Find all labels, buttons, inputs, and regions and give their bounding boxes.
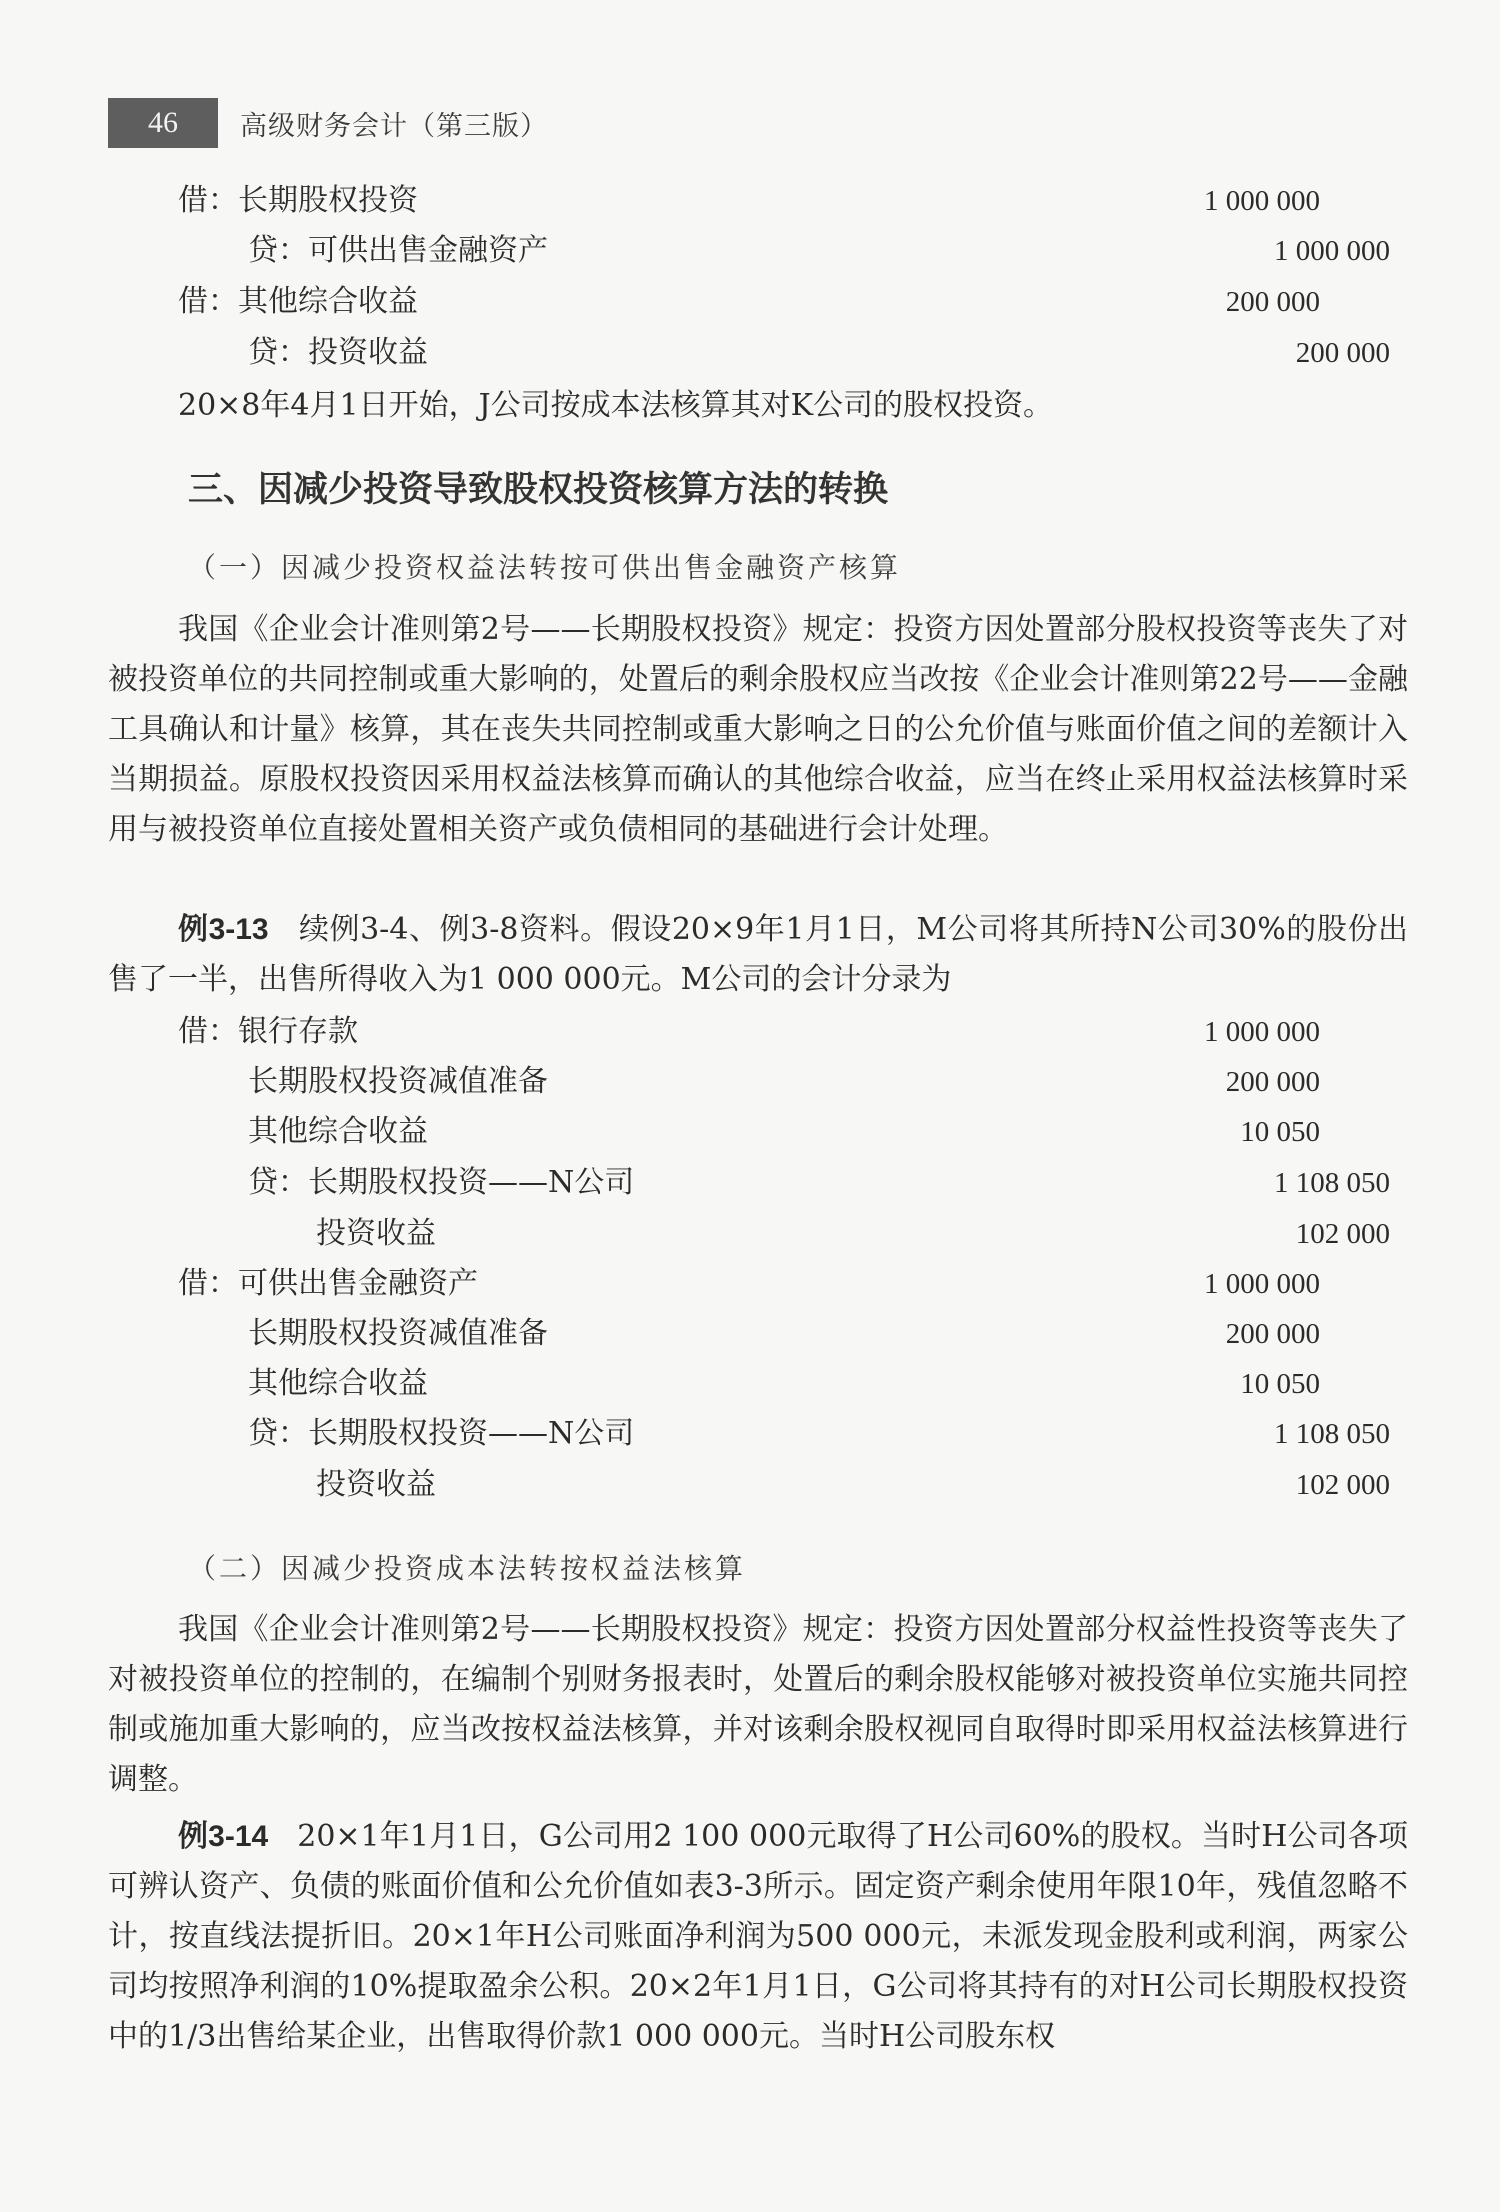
entry-label: 长期股权投资减值准备 [248,1064,548,1099]
entry-label: 投资收益 [316,1216,436,1251]
subsection-heading: （一）因减少投资权益法转按可供出售金融资产核算 [188,551,902,584]
example-label: 例3-14 [178,1820,269,1853]
paragraph: 我国《企业会计准则第2号——长期股权投资》规定：投资方因处置部分股权投资等丧失了对被投资单位的共同控制或重大影响的，处置后的剩余股权应当改按《企业会计准则第22号——金融工具确认和计量》核算，其在丧失共同控制或重大影响之日的公允价值与账面价值之间的差额计入当期损益。原股权投资因采用权益法核算而确认的其他综合收益，应当在终止采用权益法核算时采用与被投资单位直接处置相关资产或负债相同的基础进行会计处理。 [108,612,1408,847]
example-label: 例3-13 [178,913,269,946]
section-heading: 三、因减少投资导致股权投资核算方法的转换 [188,470,889,510]
example-text: 续例3-4、例3-8资料。假设20×9年1月1日，M公司将其所持N公司30%的股份出售了一半，出售所得收入为1 000 000元。M公司的会计分录为 [108,912,1409,997]
entry-label: 贷：投资收益 [248,335,428,370]
paragraph: 20×8年4月1日开始，J公司按成本法核算其对K公司的股权投资。 [178,388,1054,423]
entry-amount: 1 000 000 [1204,1268,1320,1300]
entry-amount: 200 000 [1225,1318,1320,1350]
entry-label: 投资收益 [316,1467,436,1502]
entry-label: 贷：长期股权投资——N公司 [248,1165,635,1200]
entry-amount: 102 000 [1295,1469,1390,1501]
entry-label: 借：银行存款 [178,1014,358,1049]
entry-label: 其他综合收益 [248,1114,428,1149]
entry-label: 贷：长期股权投资——N公司 [248,1416,635,1451]
example-text: 20×1年1月1日，G公司用2 100 000元取得了H公司60%的股权。当时H公司各项可辨认资产、负债的账面价值和公允价值如表3-3所示。固定资产剩余使用年限10年，残值忽略不计，按直线法提折旧。20×1年H公司账面净利润为500 000元，未派发现金股利或利润，两家公司均按照净利润的10%提取盈余公积。20×2年1月1日，G公司将其持有的对H公司长期股权投资中的1/3出售给某企业，出售取得价款1 000 000元。当时H公司股东权 [108,1819,1408,2054]
entry-amount: 1 108 050 [1274,1418,1390,1450]
entry-amount: 1 000 000 [1274,235,1390,267]
entry-amount: 200 000 [1225,1066,1320,1098]
entry-label: 其他综合收益 [248,1366,428,1401]
entry-amount: 10 050 [1240,1368,1320,1400]
page-header [108,98,548,148]
entry-label: 借：其他综合收益 [178,284,418,319]
entry-label: 借：长期股权投资 [178,183,418,218]
entry-amount: 1 108 050 [1274,1167,1390,1199]
entry-amount: 200 000 [1295,337,1390,369]
example-paragraph [108,1812,1408,2062]
entry-label: 贷：可供出售金融资产 [248,233,548,268]
entry-amount: 200 000 [1225,286,1320,318]
book-title: 高级财务会计（第三版） [240,110,548,142]
entry-amount: 10 050 [1240,1116,1320,1148]
page-number: 46 [108,98,218,148]
example-paragraph [108,905,1408,1005]
entry-label: 长期股权投资减值准备 [248,1316,548,1351]
entry-amount: 1 000 000 [1204,185,1320,217]
entry-label: 借：可供出售金融资产 [178,1266,478,1301]
entry-amount: 1 000 000 [1204,1016,1320,1048]
subsection-heading: （二）因减少投资成本法转按权益法核算 [188,1552,747,1585]
entry-amount: 102 000 [1295,1218,1390,1250]
paragraph: 我国《企业会计准则第2号——长期股权投资》规定：投资方因处置部分权益性投资等丧失了对被投资单位的控制的，在编制个别财务报表时，处置后的剩余股权能够对被投资单位实施共同控制或施加重大影响的，应当改按权益法核算，并对该剩余股权视同自取得时即采用权益法核算进行调整。 [108,1612,1408,1797]
